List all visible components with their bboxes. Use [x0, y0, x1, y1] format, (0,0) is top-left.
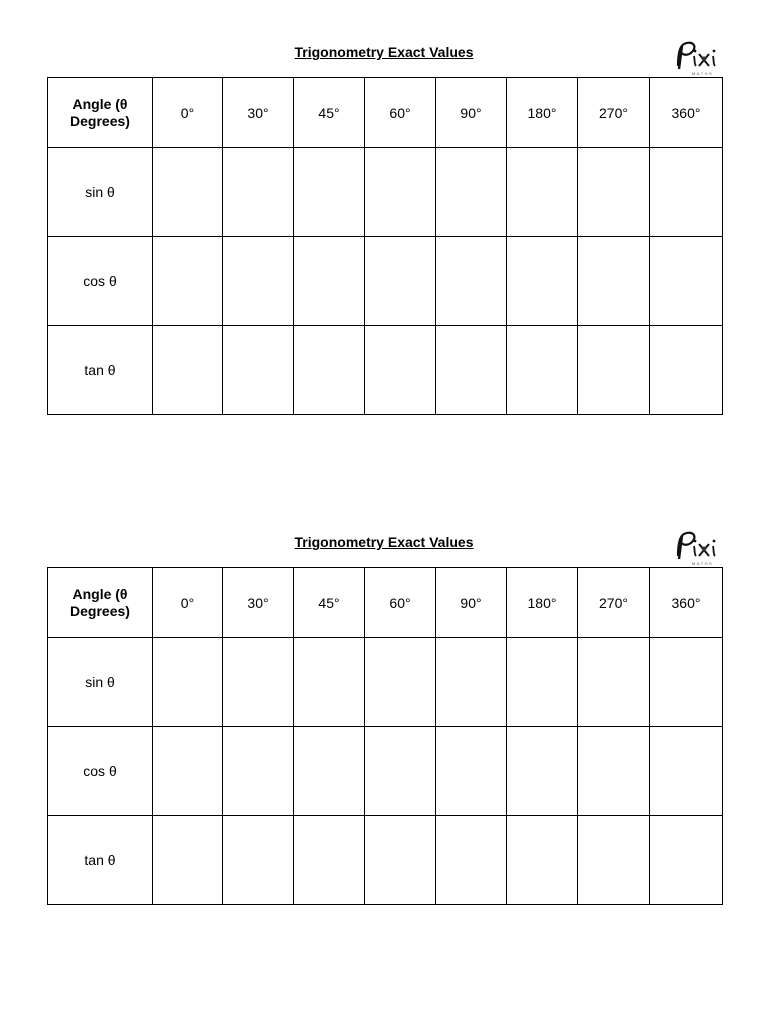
row-label: cos θ [48, 727, 153, 816]
pixi-maths-logo-icon [672, 526, 724, 568]
answer-cell[interactable] [223, 638, 294, 727]
answer-cell[interactable] [365, 816, 436, 905]
answer-cell[interactable] [365, 148, 436, 237]
cos-row [48, 237, 723, 326]
angle-cell: 360° [650, 568, 723, 638]
answer-cell[interactable] [578, 816, 650, 905]
angle-cell: 60° [365, 568, 436, 638]
angle-cell: 180° [507, 78, 578, 148]
angle-header-cell: Angle (θ Degrees) [48, 568, 153, 638]
header-row [48, 78, 723, 148]
answer-cell[interactable] [578, 326, 650, 415]
answer-cell[interactable] [650, 237, 723, 326]
svg-text:MATHS: MATHS [692, 71, 714, 76]
tan-row [48, 816, 723, 905]
row-label: sin θ [48, 638, 153, 727]
answer-cell[interactable] [436, 816, 507, 905]
worksheet-title: Trigonometry Exact Values [294, 44, 474, 60]
answer-cell[interactable] [294, 237, 365, 326]
tan-row [48, 326, 723, 415]
answer-cell[interactable] [436, 148, 507, 237]
answer-cell[interactable] [294, 727, 365, 816]
worksheet-title: Trigonometry Exact Values [294, 534, 474, 550]
answer-cell[interactable] [294, 326, 365, 415]
angle-cell: 360° [650, 78, 723, 148]
answer-cell[interactable] [650, 727, 723, 816]
answer-cell[interactable] [507, 148, 578, 237]
answer-cell[interactable] [507, 237, 578, 326]
angle-cell: 60° [365, 78, 436, 148]
answer-cell[interactable] [650, 816, 723, 905]
angle-cell: 90° [436, 568, 507, 638]
answer-cell[interactable] [436, 638, 507, 727]
angle-header-cell: Angle (θ Degrees) [48, 78, 153, 148]
answer-cell[interactable] [578, 237, 650, 326]
answer-cell[interactable] [578, 148, 650, 237]
angle-cell: 270° [578, 568, 650, 638]
angle-cell: 30° [223, 78, 294, 148]
answer-cell[interactable] [650, 638, 723, 727]
cos-row [48, 727, 723, 816]
answer-cell[interactable] [507, 816, 578, 905]
answer-cell[interactable] [294, 148, 365, 237]
answer-cell[interactable] [365, 638, 436, 727]
answer-cell[interactable] [507, 638, 578, 727]
answer-cell[interactable] [223, 148, 294, 237]
row-label: cos θ [48, 237, 153, 326]
pixi-maths-logo-icon [672, 36, 724, 78]
answer-cell[interactable] [153, 638, 223, 727]
answer-cell[interactable] [153, 326, 223, 415]
answer-cell[interactable] [507, 727, 578, 816]
answer-cell[interactable] [294, 638, 365, 727]
answer-cell[interactable] [223, 727, 294, 816]
angle-cell: 90° [436, 78, 507, 148]
answer-cell[interactable] [153, 727, 223, 816]
answer-cell[interactable] [153, 237, 223, 326]
answer-cell[interactable] [365, 237, 436, 326]
angle-cell: 45° [294, 78, 365, 148]
row-label: tan θ [48, 816, 153, 905]
answer-cell[interactable] [650, 148, 723, 237]
sin-row [48, 148, 723, 237]
row-label: tan θ [48, 326, 153, 415]
header-row [48, 568, 723, 638]
answer-cell[interactable] [223, 326, 294, 415]
answer-cell[interactable] [650, 326, 723, 415]
trig-values-table [47, 567, 723, 905]
answer-cell[interactable] [153, 148, 223, 237]
answer-cell[interactable] [436, 326, 507, 415]
answer-cell[interactable] [294, 816, 365, 905]
answer-cell[interactable] [436, 237, 507, 326]
answer-cell[interactable] [365, 326, 436, 415]
angle-cell: 0° [153, 568, 223, 638]
sin-row [48, 638, 723, 727]
angle-cell: 180° [507, 568, 578, 638]
answer-cell[interactable] [223, 816, 294, 905]
answer-cell[interactable] [578, 727, 650, 816]
trig-values-table [47, 77, 723, 415]
angle-cell: 45° [294, 568, 365, 638]
svg-text:MATHS: MATHS [692, 561, 714, 566]
answer-cell[interactable] [153, 816, 223, 905]
answer-cell[interactable] [436, 727, 507, 816]
answer-cell[interactable] [578, 638, 650, 727]
angle-cell: 270° [578, 78, 650, 148]
answer-cell[interactable] [365, 727, 436, 816]
answer-cell[interactable] [223, 237, 294, 326]
angle-cell: 30° [223, 568, 294, 638]
answer-cell[interactable] [507, 326, 578, 415]
angle-cell: 0° [153, 78, 223, 148]
row-label: sin θ [48, 148, 153, 237]
